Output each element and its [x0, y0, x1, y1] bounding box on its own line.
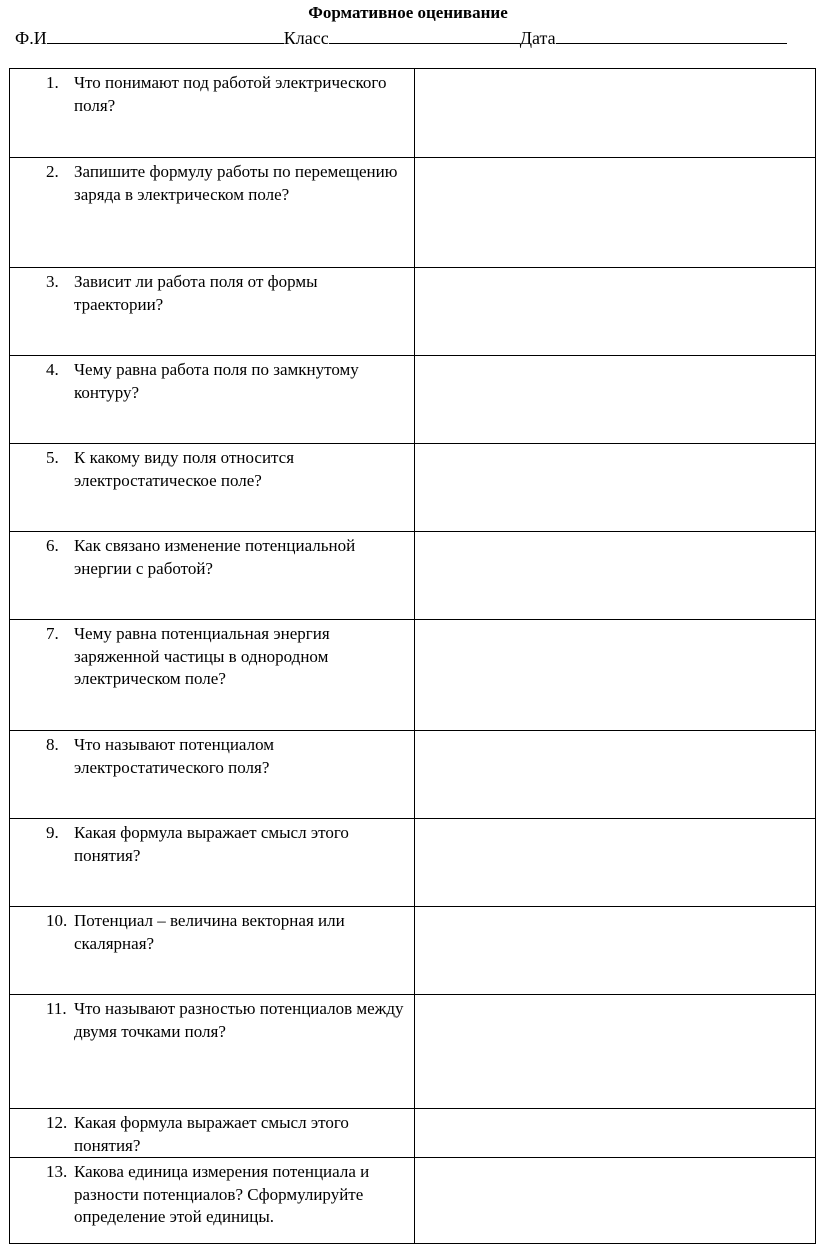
answer-cell[interactable] — [415, 1109, 816, 1158]
question-cell — [10, 995, 415, 1109]
question — [10, 69, 414, 117]
question-row — [10, 444, 816, 532]
fio-label: Ф.И — [15, 28, 47, 48]
question-number-cell — [10, 271, 74, 316]
question-number-cell — [10, 1112, 74, 1157]
question-row — [10, 819, 816, 907]
question-text: К какому виду поля относится электростатическое поле? — [74, 448, 295, 490]
question-number-cell — [10, 1161, 74, 1229]
question-cell — [10, 158, 415, 268]
answer-cell[interactable] — [415, 995, 816, 1109]
question — [10, 1109, 414, 1157]
question — [10, 444, 414, 492]
answer-cell[interactable] — [415, 69, 816, 158]
question-text: Какая формула выражает смысл этого понятия? — [74, 1113, 349, 1155]
question-cell — [10, 1158, 415, 1244]
question-number: 6. — [46, 536, 59, 555]
question-row — [10, 1158, 816, 1244]
question-number: 13. — [46, 1162, 68, 1181]
question — [10, 907, 414, 955]
question-row — [10, 995, 816, 1109]
question-number: 2. — [46, 162, 59, 181]
answer-cell[interactable] — [415, 819, 816, 907]
answer-cell[interactable] — [415, 907, 816, 995]
question-number: 3. — [46, 272, 59, 291]
question-number: 7. — [46, 624, 59, 643]
answer-cell[interactable] — [415, 444, 816, 532]
answer-cell[interactable] — [415, 268, 816, 356]
question-number-cell — [10, 998, 74, 1043]
question — [10, 532, 414, 580]
question-text: Потенциал – величина векторная или скалярная? — [74, 911, 345, 953]
question-row — [10, 532, 816, 620]
questions-table — [9, 68, 816, 1244]
question-number: 8. — [46, 735, 59, 754]
question-row — [10, 620, 816, 731]
question-number-cell — [10, 72, 74, 117]
question-cell — [10, 532, 415, 620]
answer-cell[interactable] — [415, 1158, 816, 1244]
answer-cell[interactable] — [415, 620, 816, 731]
question — [10, 731, 414, 779]
question-text: Чему равна потенциальная энергия заряженной частицы в однородном электрическом поле? — [74, 624, 330, 688]
fio-field[interactable] — [47, 26, 284, 44]
question-cell — [10, 268, 415, 356]
question-text: Что называют потенциалом электростатического поля? — [74, 735, 275, 777]
question-cell — [10, 819, 415, 907]
answer-cell[interactable] — [415, 158, 816, 268]
question-row — [10, 158, 816, 268]
question-number: 4. — [46, 360, 59, 379]
question-cell — [10, 69, 415, 158]
answer-cell[interactable] — [415, 532, 816, 620]
question-number: 10. — [46, 911, 68, 930]
question-number-cell — [10, 447, 74, 492]
question — [10, 1158, 414, 1229]
question-number-cell — [10, 734, 74, 779]
question — [10, 620, 414, 691]
question-row — [10, 268, 816, 356]
question-text: Какова единица измерения потенциала и разности потенциалов? Сформулируйте определение этой единицы. — [74, 1162, 370, 1226]
question-row — [10, 69, 816, 158]
question-number-cell — [10, 359, 74, 404]
question-number: 12. — [46, 1113, 68, 1132]
question-number-cell — [10, 535, 74, 580]
question-number-cell — [10, 822, 74, 867]
question-number-cell — [10, 910, 74, 955]
class-label: Класс — [283, 28, 329, 48]
question-cell — [10, 731, 415, 819]
date-field[interactable] — [556, 26, 787, 44]
question-text: Что называют разностью потенциалов между двумя точками поля? — [74, 999, 404, 1041]
answer-cell[interactable] — [415, 356, 816, 444]
question-number: 5. — [46, 448, 59, 467]
student-info-line — [15, 26, 787, 49]
question-row — [10, 907, 816, 995]
date-label: Дата — [519, 28, 556, 48]
question-text: Чему равна работа поля по замкнутому контуру? — [74, 360, 359, 402]
question — [10, 356, 414, 404]
question-number: 11. — [46, 999, 67, 1018]
question — [10, 995, 414, 1043]
question-number: 9. — [46, 823, 59, 842]
page-title: Формативное оценивание — [308, 3, 508, 22]
question — [10, 158, 414, 206]
question-cell — [10, 620, 415, 731]
question-cell — [10, 1109, 415, 1158]
question — [10, 268, 414, 316]
question-text: Зависит ли работа поля от формы траектории? — [74, 272, 318, 314]
question-text: Запишите формулу работы по перемещению заряда в электрическом поле? — [74, 162, 398, 204]
answer-cell[interactable] — [415, 731, 816, 819]
question-cell — [10, 356, 415, 444]
class-field[interactable] — [329, 26, 520, 44]
question — [10, 819, 414, 867]
question-row — [10, 731, 816, 819]
question-cell — [10, 907, 415, 995]
question-text: Что понимают под работой электрического поля? — [74, 73, 387, 115]
question-number-cell — [10, 623, 74, 691]
question-number-cell — [10, 161, 74, 206]
question-row — [10, 356, 816, 444]
question-row — [10, 1109, 816, 1158]
question-text: Как связано изменение потенциальной энергии с работой? — [74, 536, 356, 578]
question-cell — [10, 444, 415, 532]
question-text: Какая формула выражает смысл этого понятия? — [74, 823, 349, 865]
question-number: 1. — [46, 73, 59, 92]
